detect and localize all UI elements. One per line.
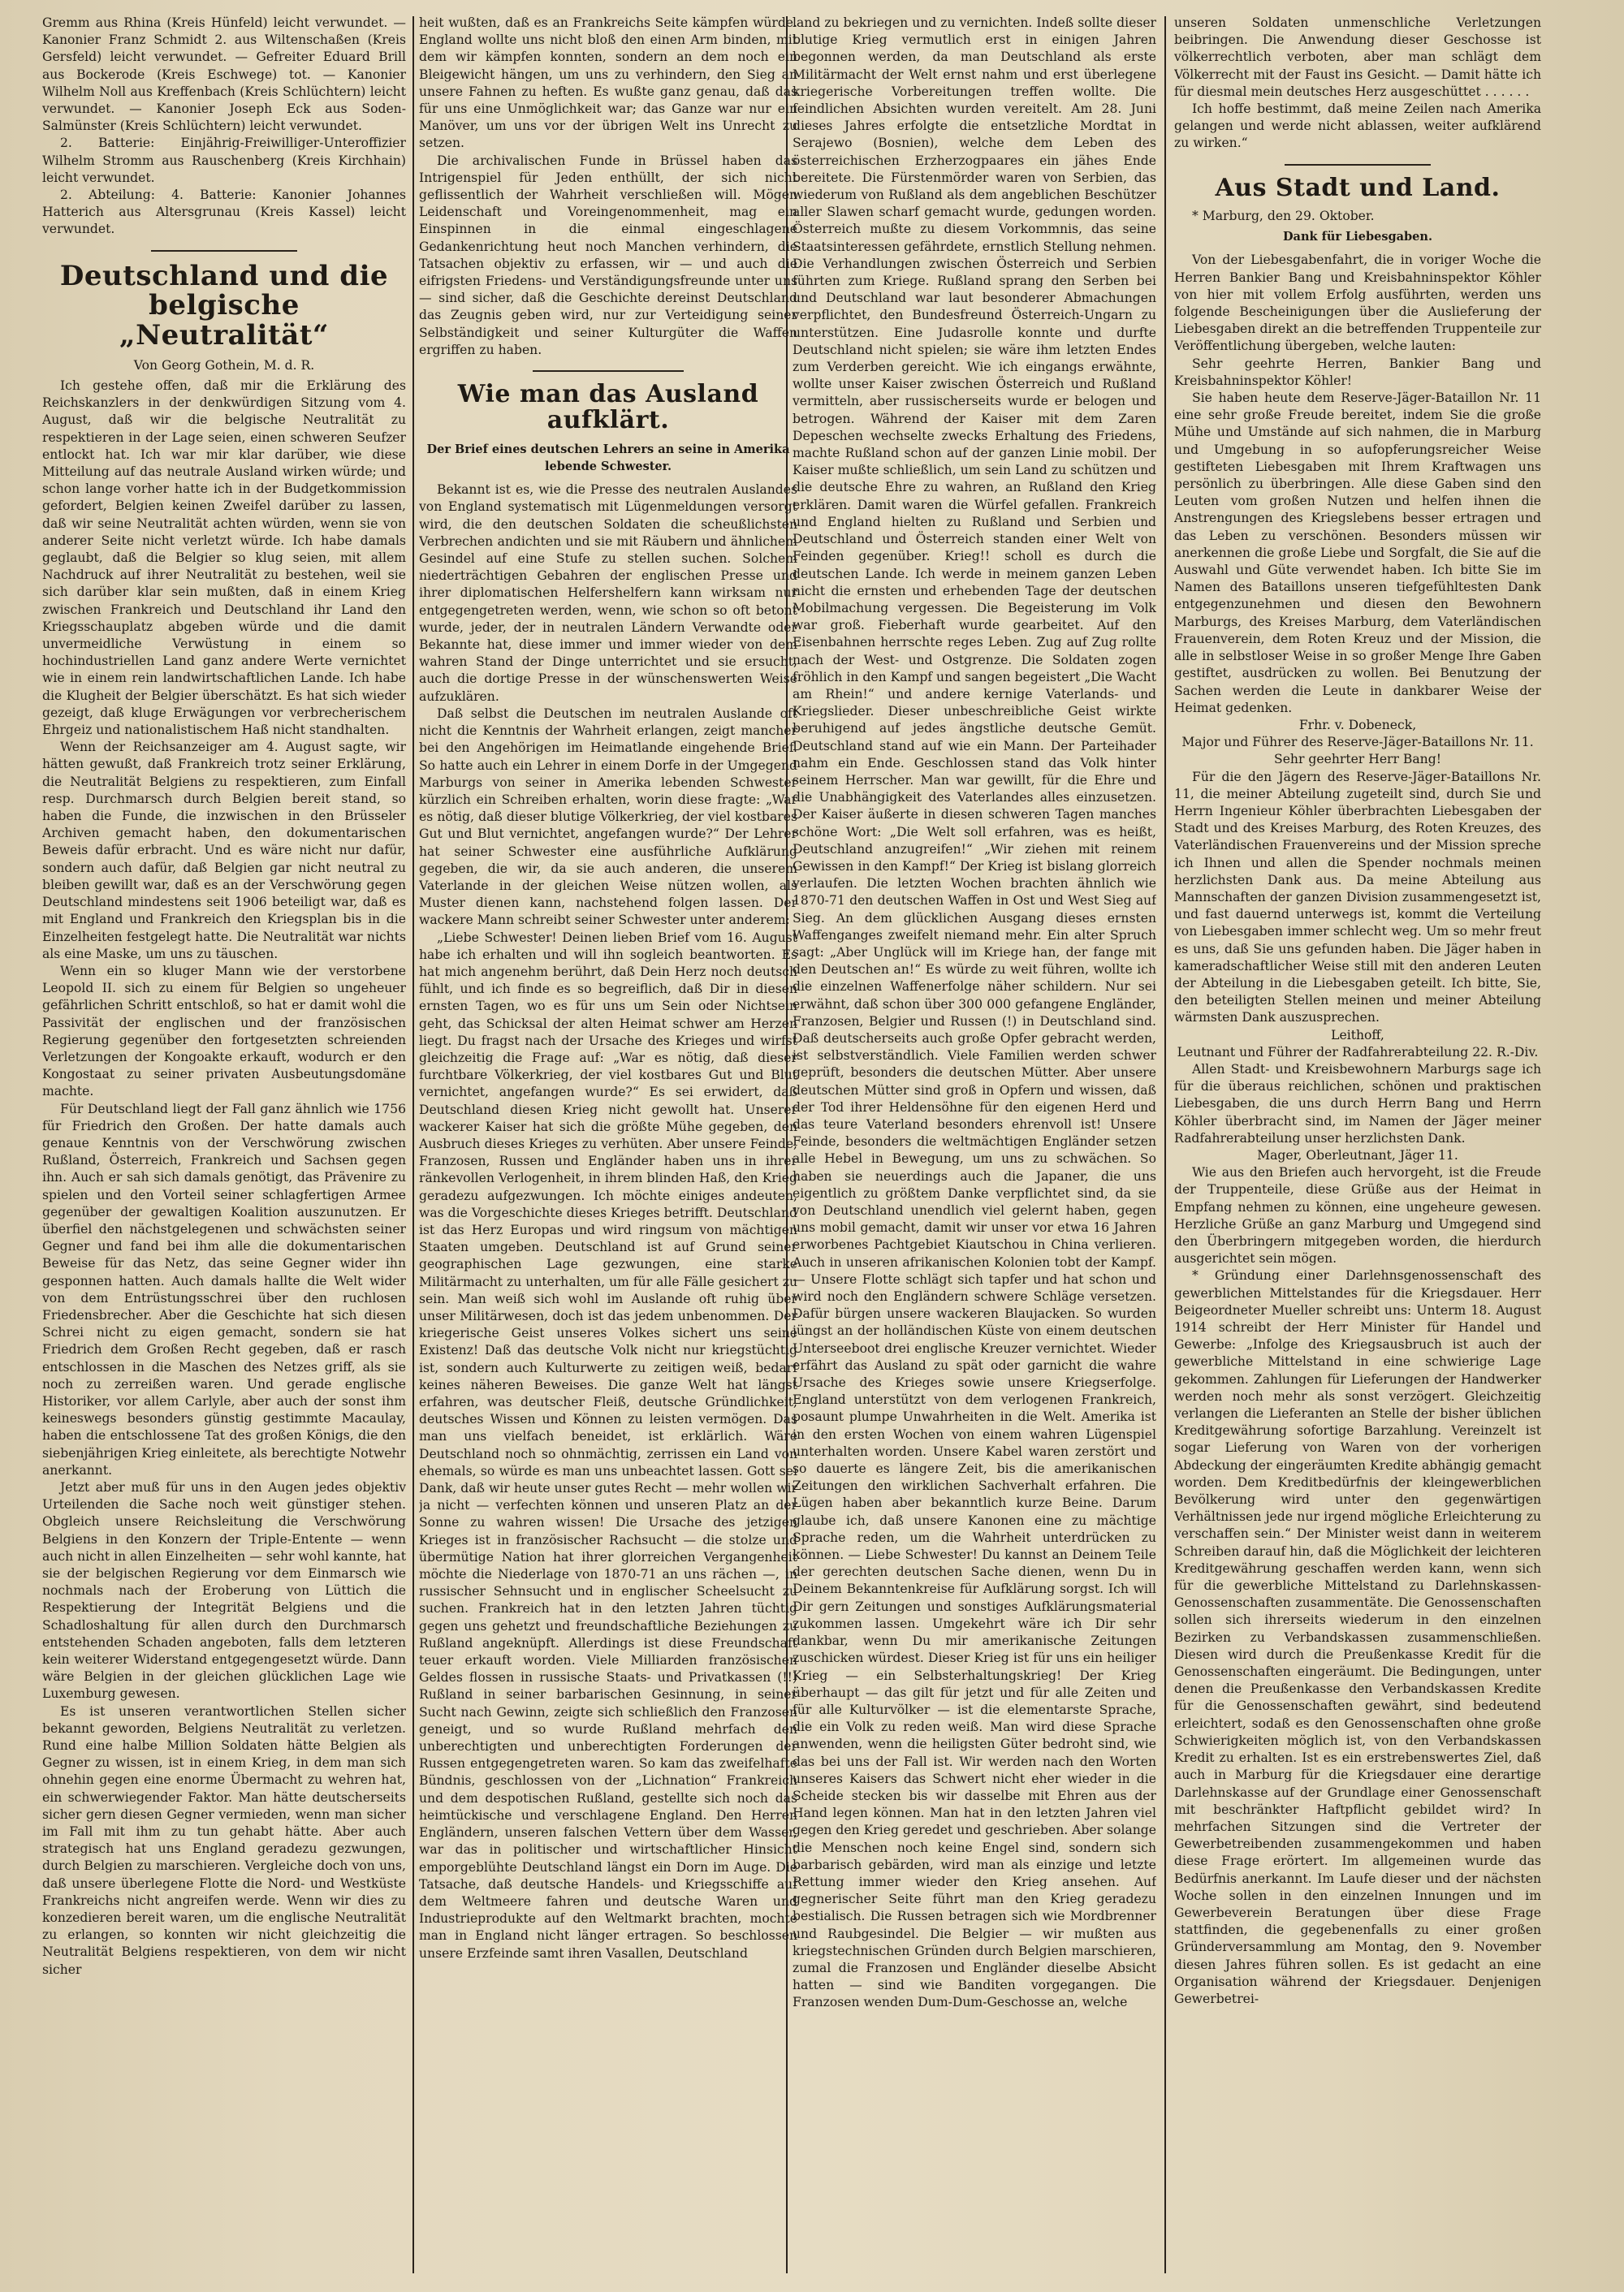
signature-line: Frhr. v. Dobeneck, xyxy=(1298,717,1417,732)
paragraph: * Marburg, den 29. Oktober. xyxy=(1192,209,1375,224)
paragraph: Für Deutschland liegt der Fall ganz ähnlich wie 1756 für Friedrich den Großen. Der hatte damals auch genaue Kenntnis von der Verschwörung zwischen Rußland, Österreich, Frankreich und Sachsen gegen ihn. Auch er sah sich damals genötigt, das Prävenire zu spielen und den Vorteil seiner schlagfertigen Armee gegenüber der gewaltigen Koalition auszunutzen. Er überfiel den nächstgelegenen und schwächsten seiner Gegner und fand bei ihm alle die dokumentarischen Beweise für das Netz, das seine Gegner wider ihn gesponnen hatten. Auch damals hallte die Welt wider von dem Entrüstungsschrei über den ruchlosen Friedensbrecher. Aber die Geschichte hat sich diesen Schrei nicht zu eigen gemacht, sondern sie hat Friedrich dem Großen Recht gegeben, daß er rasch entschlossen in die Maschen des Netzes griff, als sie noch zu zerreißen waren. Und gerade englische Historiker, vor allem Carlyle, aber auch der sonst ihm keineswegs besonders günstig gestimmte Macaulay, haben die entschlossene Tat des großen Königs, die den siebenjährigen Krieg einleitete, als berechtigte Notwehr anerkannt. xyxy=(42,1101,406,1478)
article-headline: Deutschland und die belgische „Neutralität“ xyxy=(59,259,389,352)
paragraph: Es ist unseren verantwortlichen Stellen sicher bekannt geworden, Belgiens Neutralität zu verletzen. Rund eine halbe Million Soldaten hätte Belgien als Gegner zu wissen, ist in einem Krieg, in dem man sich ohnehin gegen eine enorme Übermacht zu wehren hat, ein schwerwiegender Faktor. Man hätte deutscherseits sicher gern diesen Gegner vermieden, wenn man sicher im Fall mit ihm zu tun gehabt hätte. Aber auch strategisch hat uns England geradezu gezwungen, durch Belgien zu marschieren. Vergleiche doch von uns, daß unsere überlegene Flotte die Nord- und Westküste Frankreichs nicht angreifen werde. Wenn wir dies zu konzedieren bereit waren, um die englische Neutralität zu erlangen, so konnten wir nicht gleichzeitig die Neutralität Belgiens respektieren, von dem wir nicht sicher xyxy=(42,1703,406,1977)
paragraph: Jetzt aber muß für uns in den Augen jedes objektiv Urteilenden die Sache noch weit günstiger stehen. Obgleich unsere Reichsleitung die Verschwörung Belgiens in den Konzern der Triple-Entente — wenn auch nicht in allen Einzelheiten — sehr wohl kannte, hat sie der belgischen Regierung vor dem Einmarsch wie nochmals nach der Eroberung von Lüttich die Respektierung der Integrität Belgiens und die Schadloshaltung für allen durch den Durchmarsch entstehenden Schaden angeboten, falls dem letzteren kein weiterer Widerstand entgegengesetzt würde. Dann wäre Belgien in der gleichen glücklichen Lage wie Luxemburg gewesen. xyxy=(42,1480,406,1702)
signature-line: Leutnant und Führer der Radfahrerabteilung 22. R.-Div. xyxy=(1177,1044,1539,1060)
paragraph: Ich hoffe bestimmt, daß meine Zeilen nach Amerika gelangen und werde nicht ablassen, weiter aufklärend zu wirken.“ xyxy=(1174,101,1541,151)
paragraph: Die archivalischen Funde in Brüssel haben das Intrigenspiel für Jeden enthüllt, der sich nicht geflissentlich der Wahrheit verschließen will. Mögen Leidenschaft und Voreingenommenheit, mag ein Einspinnen in die einmal eingeschlagene Gedankenrichtung heut noch Manchen verhindern, die Tatsachen objektiv zu erfassen, wir — und auch die eifrigsten Friedens- und Verständigungsfreunde unter uns — sind sicher, daß die Geschichte dereinst Deutschland das Zeugnis geben wird, nur zur Verteidigung seiner Selbständigkeit und seiner Kulturgüter die Waffen ergriffen zu haben. xyxy=(419,153,797,357)
column-4 xyxy=(1174,15,1541,2280)
article-headline: Aus Stadt und Land. xyxy=(1215,173,1501,202)
signature-line: Leithoff, xyxy=(1331,1027,1384,1042)
column-3 xyxy=(793,15,1156,2280)
paragraph: Sie haben heute dem Reserve-Jäger-Bataillon Nr. 11 eine sehr große Freude bereitet, indem Sie die große Mühe und Umstände auf sich nahmen, die in Marburg und Umgebung in so aufopferungsreicher Weise gestifteten Liebesgaben mit Ihrem Kraftwagen uns persönlich zu überbringen. Alle diese Gaben sind den Leuten vom großen Nutzen und helfen ihnen die Anstrengungen des Kriegslebens besser ertragen und das Leben zu verschönen. Besonders müssen wir anerkennen die große Liebe und Sorgfalt, die Sie auf die Auswahl und Güte verwendet haben. Ich bitte Sie im Namen des Bataillons unseren tiefgefühltesten Dank entgegenzunehmen und diesen den Bewohnern Marburgs, des Kreises Marburg, dem Vaterländischen Frauenverein, dem Roten Kreuz und der Mission, die alle in selbstloser Weise in so großer Menge Ihre Gaben gestiftet, ausdrücken zu wollen. Bei Benutzung der Sachen werden die Leute in dankbarer Weise der Heimat gedenken. xyxy=(1174,391,1541,715)
paragraph: Daß selbst die Deutschen im neutralen Auslande oft nicht die Kenntnis der Wahrheit erlangen, zeigt mancher bei den Angehörigen im Heimatlande eingehende Brief. So hatte auch ein Lehrer in einem Dorfe in der Umgegend Marburgs von seiner in Amerika lebenden Schwester kürzlich ein Schreiben erhalten, worin diese fragte: „War es nötig, daß dieser blutige Völkerkrieg, der viel kostbares Gut und Blut vernichtet, angefangen wurde?“ Der Lehrer hat seiner Schwester eine ausführliche Aufklärung gegeben, die wir, da sie auch anderen, die unserem Vaterlande in der gleichen Weise nützen wollen, als Muster dienen kann, nachstehend folgen lassen. Der wackere Mann schreibt seiner Schwester unter anderem: xyxy=(419,706,797,928)
paragraph: Von der Liebesgabenfahrt, die in voriger Woche die Herren Bankier Bang und Kreisbahninspektor Köhler von hier mit vollem Erfolg ausführten, werden uns folgende Bescheinigungen über die Auslieferung der Liebesgaben direkt an die betreffenden Truppenteile zur Veröffentlichung übergeben, welche lauten: xyxy=(1174,253,1541,354)
column-2 xyxy=(419,15,797,2280)
paragraph: Bekannt ist es, wie die Presse des neutralen Auslandes von England systematisch mit Lügenmeldungen versorgt wird, die den deutschen Soldaten die scheußlichsten Verbrechen andichten und sie mit Räubern und ähnlichem Gesindel auf eine Stufe zu stellen suchen. Solchem niederträchtigen Gebahren der englischen Presse und ihrer diplomatischen Helfershelfern kann wirksam nur entgegengetreten werden, wenn, wie schon so oft betont wurde, jeder, der in neutralen Ländern Verwandte oder Bekannte hat, diese immer und immer wieder von dem wahren Stand der Dinge unterrichtet und sie ersucht, auch die dortige Presse in der wünschenswerten Weise aufzuklären. xyxy=(419,482,797,704)
paragraph: unseren Soldaten unmenschliche Verletzungen beibringen. Die Anwendung dieser Geschosse ist völkerrechtlich verboten, aber man schlägt dem Völkerrecht mit der Faust ins Gesicht. — Damit hätte ich für diesmal mein deutsches Herz ausgeschüttet . . . . . . xyxy=(1174,15,1541,99)
paragraph: Sehr geehrte Herren, Bankier Bang und Kreisbahninspektor Köhler! xyxy=(1174,356,1541,388)
paragraph: Allen Stadt- und Kreisbewohnern Marburgs sage ich für die überaus reichlichen, schönen und praktischen Liebesgaben, die uns durch Herrn Bang und Herrn Köhler überbracht sind, im Namen der Jäger meiner Radfahrerabteilung unser herzlichsten Dank. xyxy=(1174,1061,1541,1146)
paragraph: * Gründung einer Darlehnsgenossenschaft des gewerblichen Mittelstandes für die Kriegsdauer. Herr Beigeordneter Mueller schreibt uns: Unterm 18. August 1914 schreibt der Herr Minister für Handel und Gewerbe: „Infolge des Kriegsausbruch ist auch der gewerbliche Mittelstand in eine schwierige Lage gekommen. Zahlungen für Lieferungen der Handwerker werden noch mehr als sonst verzögert. Gleichzeitig verlangen die Lieferanten an Stelle der bisher üblichen Kreditgewährung sofortige Barzahlung. Vereinzelt ist sogar Lieferung von Waren von der vorherigen Abdeckung der eingeräumten Kredite abhängig gemacht worden. Dem Kreditbedürfnis der kleingewerblichen Bevölkerung wird unter den gegenwärtigen Verhältnissen jede nur irgend mögliche Erleichterung zu verschaffen sein.“ Der Minister weist dann in weiterem Schreiben darauf hin, daß die Möglichkeit der leichteren Kreditgewährung geschaffen werden kann, wenn sich für die gewerbliche Mittelstand zu Darlehnskassen-Genossenschaften zusammentäte. Die Genossenschaften sollen sich ihrerseits wiederum in den einzelnen Bezirken zu Verbandskassen zusammenschließen. Diesen wird durch die Preußenkasse Kredit für die Genossenschaften eingeräumt. Die Bedingungen, unter denen die Preußenkasse den Verbandskassen Kredite für die Genossenschaften gewährt, sind bedeutend erleichtert, sodaß es den Genossenschaften ohne große Schwierigkeiten möglich ist, von den Verbandskassen Kredit zu erhalten. Ist es ein erstrebenswertes Ziel, daß auch in Marburg für die Kriegsdauer eine derartige Darlehnskasse auf der Grundlage einer Genossenschaft mit beschränkter Haftpflicht gebildet wird? In mehrfachen Sitzungen sind die Vertreter der Gewerbetreibenden zusammengekommen und haben diese Frage erörtert. Im allgemeinen wurde das Bedürfnis anerkannt. Im Laufe dieser und der nächsten Woche sollen in den einzelnen Innungen und im Gewerbeverein Beratungen über diese Frage stattfinden, die gegebenenfalls zu einer großen Gründerversammlung am Montag, den 9. November diesen Jahres führen sollen. Es ist gedacht an eine Organisation während der Kriegsdauer. Denjenigen Gewerbetrei- xyxy=(1174,1268,1541,2006)
column-rule xyxy=(1164,16,1166,2273)
paragraph: „Liebe Schwester! Deinen lieben Brief vom 16. August habe ich erhalten und will ihn sogleich beantworten. Es hat mich angenehm berührt, daß Dein Herz noch deutsch fühlt, und ich finde es so begreiflich, daß Dir in diesen ernsten Tagen, wo es für uns um Sein oder Nichtsein geht, das Schicksal der alten Heimat schwer am Herzen liegt. Du fragst nach der Ursache des Krieges und wirfst gleichzeitig die Frage auf: „War es nötig, daß dieser furchtbare Völkerkrieg, der viel kostbares Gut und Blut vernichtet, angefangen wurde?“ Es sei erwidert, daß Deutschland diesen Krieg nicht gewollt hat. Unserer wackerer Kaiser hat sich die größte Mühe gegeben, den Ausbruch dieses Krieges zu verhüten. Aber unsere Feinde, Franzosen, Russen und Engländer haben uns in ihrer ränkevollen Verlogenheit, in ihrem blinden Haß, den Krieg geradezu aufgezwungen. Ich möchte einiges andeuten, was die Vorgeschichte dieses Krieges betrifft. Deutschland ist das Herz Europas und wird ringsum von mächtigen Staaten umgeben. Deutschland ist auf Grund seiner geographischen Lage gezwungen, eine starke Militärmacht zu unterhalten, um für alle Fälle gesichert zu sein. Man weiß sich wohl im Auslande oft ruhig über unser Militärwesen, doch ist das jedem unbenommen. Der kriegerische Geist unseres Volkes sichert uns seine Existenz! Daß das deutsche Volk nicht nur kriegstüchtig ist, sondern auch Kulturwerte zu zeitigen weiß, bedarf keines näheren Beweises. Die ganze Welt hat längst erfahren, was deutscher Fleiß, deutsche Gründlichkeit, deutsches Wissen und Können zu leisten vermögen. Das man uns vielfach beneidet, ist erklärlich. Wäre Deutschland noch so ohnmächtig, zerrissen ein Land von ehemals, so würde es man uns unbeachtet lassen. Gott sei Dank, daß wir heute unser gutes Recht — mehr wollen wir ja nicht — verfechten können und unseren Platz an der Sonne zu wahren wissen! Die Ursache des jetzigen Krieges ist in französischer Rachsucht — die stolze und übermütige Nation hat ihrer glorreichen Vergangenheit möchte die Niederlage von 1870-71 an uns rächen —, in russischer Sehnsucht und in englischer Scheelsucht zu suchen. Frankreich hat in den letzten Jahren tüchtig gegen uns gehetzt und freundschaftliche Beziehungen zu Rußland angeknüpft. Allerdings ist diese Freundschaft teuer erkauft worden. Viele Milliarden französischen Geldes flossen in russische Staats- und Privatkassen (!!) Rußland in seiner barbarischen Gesinnung, in seiner Sucht nach Gewinn, zeigte sich schließlich den Franzosen geneigt, und so wurde Rußland mehrfach den unberechtigten und unberechtigten Forderungen der Russen entgegengetreten waren. So kam das zweifelhafte Bündnis, geschlossen von der „Lichnation“ Frankreich und dem despotischen Rußland, gestellte sich noch das heimtückische und verschlagene England. Den Herren Engländern, unseren falschen Vettern über dem Wasser, war das in politischer und wirtschaftlicher Hinsicht emporgeblühte Deutschland längst ein Dorn im Auge. Die Tatsache, daß deutsche Handels- und Kriegsschiffe auf dem Weltmeere fahren und deutsche Waren und Industrieprodukte auf den Weltmarkt brachten, mochte man in England nicht länger ertragen. So beschlossen unsere Erzfeinde samt ihren Vasallen, Deutschland xyxy=(419,930,797,1961)
paragraph: Für die den Jägern des Reserve-Jäger-Bataillons Nr. 11, die meiner Abteilung zugeteilt sind, durch Sie und Herrn Ingenieur Köhler überbrachten Liebesgaben der Stadt und des Kreises Marburg, des Roten Kreuzes, des Vaterländischen Frauenvereins und der Mission spreche ich Ihnen und allen die Spender nochmals meinen herzlichsten Dank aus. Da meine Abteilung aus Mannschaften der ganzen Division zusammengesetzt ist, und fast dauernd unterwegs ist, kommt die Verteilung von Liebesgaben immer schlecht weg. Um so mehr freut es uns, daß Sie uns gefunden haben. Die Jäger haben in kameradschaftlicher Weise still mit den anderen Leuten der Abteilung in die Liebesgaben geteilt. Ich bitte, Sie, den beteiligten Stellen meinen und meiner Abteilung wärmsten Dank auszusprechen. xyxy=(1174,769,1541,1025)
paragraph: land zu bekriegen und zu vernichten. Indeß sollte dieser blutige Krieg vermutlich erst in einigen Jahren begonnen werden, da man Deutschland als erste Militärmacht der Welt ernst nahm und erst überlegene kriegerische Vorbereitungen treffen wollte. Die feindlichen Absichten wurden vereitelt. Am 28. Juni dieses Jahres erfolgte die entsetzliche Mordtat in Serajewo (Bosnien), welche dem Leben des österreichischen Erzherzogpaares ein jähes Ende bereitete. Die Fürstenmörder waren von Serbien, das wiederum von Rußland als dem angeblichen Beschützer aller Slawen scharf gemacht wurde, gedungen worden. Österreich mußte zu diesem Vorkommnis, das seine Staatsinteressen gefährdete, ernstlich Stellung nehmen. Die Verhandlungen zwischen Österreich und Serbien führten zum Kriege. Rußland sprang den Serben bei und Deutschland war laut besonderer Abmachungen verpflichtet, den Bundesfreund Österreich-Ungarn zu unterstützen. Eine Judasrolle konnte und durfte Deutschland nicht spielen; sie wäre ihm letzten Endes zum Verderben gereicht. Wie ich eingangs erwähnte, wollte unser Kaiser zwischen Österreich und Rußland vermitteln, aber russischerseits wurde er belogen und betrogen. Während der Kaiser mit dem Zaren Depeschen wechselte zwecks Erhaltung des Friedens, machte Rußland schon auf der ganzen Linie mobil. Der Kaiser mußte schließlich, um sein Land zu schützen und die deutsche Ehre zu wahren, an Rußland den Krieg erklären. Damit waren die Würfel gefallen. Frankreich und England hielten zu Rußland und Serbien und Deutschland und Österreich standen einer Welt von Feinden gegenüber. Krieg!! scholl es durch die deutschen Lande. Ich werde in meinem ganzen Leben nicht die ernsten und erhebenden Tage der deutschen Mobilmachung vergessen. Die Begeisterung im Volk war groß. Fieberhaft wurde gearbeitet. Auf den Eisenbahnen herrschte reges Leben. Zug auf Zug rollte nach der West- und Ostgrenze. Die Soldaten zogen fröhlich in den Kampf und sangen begeistert „Die Wacht am Rhein!“ und andere kernige Vaterlands- und Kriegslieder. Dieser unbeschreibliche Geist wirkte beruhigend auf jedes ängstliche deutsche Gemüt. Deutschland stand auf wie ein Mann. Der Parteihader nahm ein Ende. Geschlossen stand das Volk hinter seinem Herrscher. Man war gewillt, für die Ehre und die Unabhängigkeit des Vaterlandes alles einzusetzen. Der Kaiser äußerte in diesen schweren Tagen manches schöne Wort: „Die Welt soll erfahren, was es heißt, Deutschland anzugreifen!“ „Wir ziehen mit reinem Gewissen in den Kampf!“ Der Krieg ist bislang glorreich verlaufen. Die letzten Wochen brachten ähnlich wie 1870-71 den deutschen Waffen in Ost und West Sieg auf Sieg. An dem glücklichen Ausgang dieses ernsten Waffenganges zweifelt niemand mehr. Ein alter Spruch sagt: „Aber Unglück will im Kriege han, der fange mit den Deutschen an!“ Es würde zu weit führen, wollte ich die einzelnen Waffenerfolge näher schildern. Nur sei erwähnt, daß schon über 300 000 gefangene Engländer, Franzosen, Belgier und Russen (!) in Deutschland sind. Daß deutscherseits auch große Opfer gebracht werden, ist selbstverständlich. Viele Familien werden schwer geprüft, besonders die deutschen Mütter. Aber unsere deutschen Mütter sind groß in Opfern und wissen, daß der Tod ihrer Heldensöhne für den eigenen Herd und das teure Vaterland besonders ehrenvoll ist! Unsere Feinde, besonders die weltmächtigen Engländer setzen alle Hebel in Bewegung, um uns zu schwächen. So haben sie neuerdings auch die Japaner, die uns eigentlich zu größtem Danke verpflichtet sind, da sie von Deutschland unendlich viel gelernt haben, gegen uns mobil gemacht, damit wir unser vor etwa 16 Jahren erworbenes Pachtgebiet Kiautschou in China verlieren. Auch in unseren afrikanischen Kolonien tobt der Kampf. — Unsere Flotte schlägt sich tapfer und hat schon und wird noch den Engländern schwere Schläge versetzen. Dafür bürgen unsere wackeren Blaujacken. So wurden jüngst an der holländischen Küste von einem deutschen Unterseeboot drei englische Kreuzer vernichtet. Wieder erfährt das Ausland zu spät oder garnicht die wahre Ursache des Krieges sowie unsere Kriegserfolge. England unterstützt von dem verlogenen Frankreich, posaunt plumpe Unwahrheiten in die Welt. Amerika ist in den ersten Wochen von einem wahren Lügenspiel unterhalten worden. Unsere Kabel waren zerstört und so dauerte es längere Zeit, bis die amerikanischen Zeitungen den wirklichen Sachverhalt erfahren. Die Lügen haben aber bekanntlich kurze Beine. Darum glaube ich, daß unsere Kanonen eine zu mächtige Sprache reden, um die Wahrheit unterdrücken zu können. — Liebe Schwester! Du kannst an Deinem Teile der gerechten deutschen Sache dienen, wenn Du in Deinem Bekanntenkreise für Aufklärung sorgst. Ich will Dir gern Zeitungen und sonstiges Aufklärungsmaterial zukommen lassen. Umgekehrt wäre ich Dir sehr dankbar, wenn Du mir amerikanische Zeitungen zuschicken würdest. Dieser Krieg ist für uns ein heiliger Krieg — ein Selbsterhaltungskrieg! Der Krieg überhaupt — das gilt für jetzt und für alle Zeiten und für alle Kulturvölker — ist die elementarste Sprache, die ein Volk zu reden weiß. Man wird diese Sprache anwenden, wenn die heiligsten Güter bedroht sind, wie das bei uns der Fall ist. Wir werden nach den Worten unseres Kaisers das Schwert nicht eher wieder in die Scheide stecken bis wir dasselbe mit Ehren aus der Hand legen können. Man hat in den letzten Jahren viel gegen den Krieg geredet und geschrieben. Aber solange die Menschen noch keine Engel sind, sondern sich barbarisch gebärden, wird man als einzige und letzte Rettung immer wieder den Krieg ansehen. Auf gegnerischer Seite führt man den Krieg geradezu bestialisch. Die Russen betragen sich wie Mordbrenner und Raubgesindel. Die Belgier — wir mußten aus kriegstechnischen Gründen durch Belgien marschieren, zumal die Franzosen und Engländer dieselbe Absicht hatten — sind wie Banditen vorgegangen. Die Franzosen wenden Dum-Dum-Geschosse an, welche xyxy=(793,15,1156,2010)
article-subheading: Dank für Liebesgaben. xyxy=(1282,230,1433,244)
signature-line: Sehr geehrter Herr Bang! xyxy=(1274,752,1441,767)
paragraph: heit wußten, daß es an Frankreichs Seite kämpfen würde. England wollte uns nicht bloß den einen Arm binden, mit dem wir kämpfen konnten, sondern an dem noch ein Bleigewicht hängen, um uns zu verhindern, den Sieg an unsere Fahnen zu heften. Es wußte ganz genau, daß das für uns eine Unmöglichkeit war; das Ganze war nur ein Manöver, um uns vor der übrigen Welt ins Unrecht zu setzen. xyxy=(419,15,797,151)
paragraph: Gremm aus Rhina (Kreis Hünfeld) leicht verwundet. — Kanonier Franz Schmidt 2. aus Wiltenschaßen (Kreis Gersfeld) leicht verwundet. — Gefreiter Eduard Brill aus Bockerode (Kreis Eschwege) tot. — Kanonier Wilhelm Noll aus Kreffenbach (Kreis Schlüchtern) leicht verwundet. — Kanonier Joseph Eck aus Soden-Salmünster (Kreis Schlüchtern) leicht verwundet. xyxy=(42,15,406,134)
paragraph: Ich gestehe offen, daß mir die Erklärung des Reichskanzlers in der denkwürdigen Sitzung vom 4. August, daß wir die belgische Neutralität zu respektieren in der Lage seien, einen schweren Seufzer entlockt hat. Ich war mir klar darüber, wie diese Mitteilung auf das neutrale Ausland wirken würde; und schon lange vorher hatte ich in der Budgetkommission gefordert, Belgien keinen Zweifel darüber zu lassen, daß wir seine Neutralität achten würden, wenn sie von anderer Seite nicht verletzt würde. Ich habe damals geglaubt, daß die Belgier so klug seien, mit allem Nachdruck auf ihrer Neutralität zu bestehen, weil sie sich darüber klar sein mußten, daß in einem Krieg zwischen Frankreich und Deutschland ihr Land den Kriegsschauplatz abgeben würde und die damit unvermeidliche Verwüstung in einem so hochindustriellen Land ganz andere Werte vernichtet wie in einem rein landwirtschaftlichen Lande. Ich habe die Klugheit der Belgier überschätzt. Es hat sich wieder gezeigt, daß kluge Erwägungen vor verbrecherischem Ehrgeiz und nationalistischem Haß nicht standhalten. xyxy=(42,378,406,738)
signature-line: Major und Führer des Reserve-Jäger-Bataillons Nr. 11. xyxy=(1181,735,1534,750)
column-1 xyxy=(42,15,406,2280)
article-byline: Von Georg Gothein, M. d. R. xyxy=(133,357,315,373)
paragraph: Wenn der Reichsanzeiger am 4. August sagte, wir hätten gewußt, daß Frankreich trotz seiner Erklärung, die Neutralität Belgiens zu respektieren, zum Einfall resp. Durchmarsch durch Belgien bereit stand, so haben die Funde, die inzwischen in den Brüsseler Archiven gemacht haben, den dokumentarischen Beweis dafür erbracht. Und es wäre nicht nur dafür, sondern auch dafür, daß Belgien gar nicht neutral zu bleiben gewillt war, daß es an der Verschwörung gegen Deutschland mindestens seit 1906 beteiligt war, daß es mit England und Frankreich den Kriegsplan bis in die Einzelheiten festgelegt hatte. Die Neutralität war nichts als eine Maske, um uns zu täuschen. xyxy=(42,740,406,961)
paragraph: Wenn ein so kluger Mann wie der verstorbene Leopold II. sich zu einem für Belgien so ungeheuer gefährlichen Schritt entschloß, so hat er damit wohl die Passivität der englischen und der französischen Regierung gegenüber den fortgesetzten schreienden Verletzungen der Kongoakte erkauft, wodurch er den Kongostaat zu seiner privaten Ausbeutungsdomäne machte. xyxy=(42,963,406,1099)
article-headline: Wie man das Ausland aufklärt. xyxy=(457,380,759,435)
paragraph: 2. Batterie: Einjährig-Freiwilliger-Unteroffizier Wilhelm Stromm aus Rauschenberg (Kreis Kirchhain) leicht verwundet. xyxy=(42,136,406,185)
column-rule xyxy=(412,16,414,2273)
article-subheading: Der Brief eines deutschen Lehrers an seine in Amerika lebende Schwester. xyxy=(426,442,790,474)
section-divider xyxy=(151,250,296,252)
paragraph: Wie aus den Briefen auch hervorgeht, ist die Freude der Truppenteile, diese Grüße aus der Heimat in Empfang nehmen zu können, eine ungeheure gewesen. Herzliche Grüße an ganz Marburg und Umgegend sind den Überbringern mitgegeben worden, die hierdurch ausgerichtet sein mögen. xyxy=(1174,1165,1541,1267)
section-divider xyxy=(533,370,684,372)
paragraph: 2. Abteilung: 4. Batterie: Kanonier Johannes Hatterich aus Altersgrunau (Kreis Kassel) leicht verwundet. xyxy=(42,188,406,237)
signature-line: Mager, Oberleutnant, Jäger 11. xyxy=(1257,1147,1458,1163)
section-divider xyxy=(1285,164,1432,166)
